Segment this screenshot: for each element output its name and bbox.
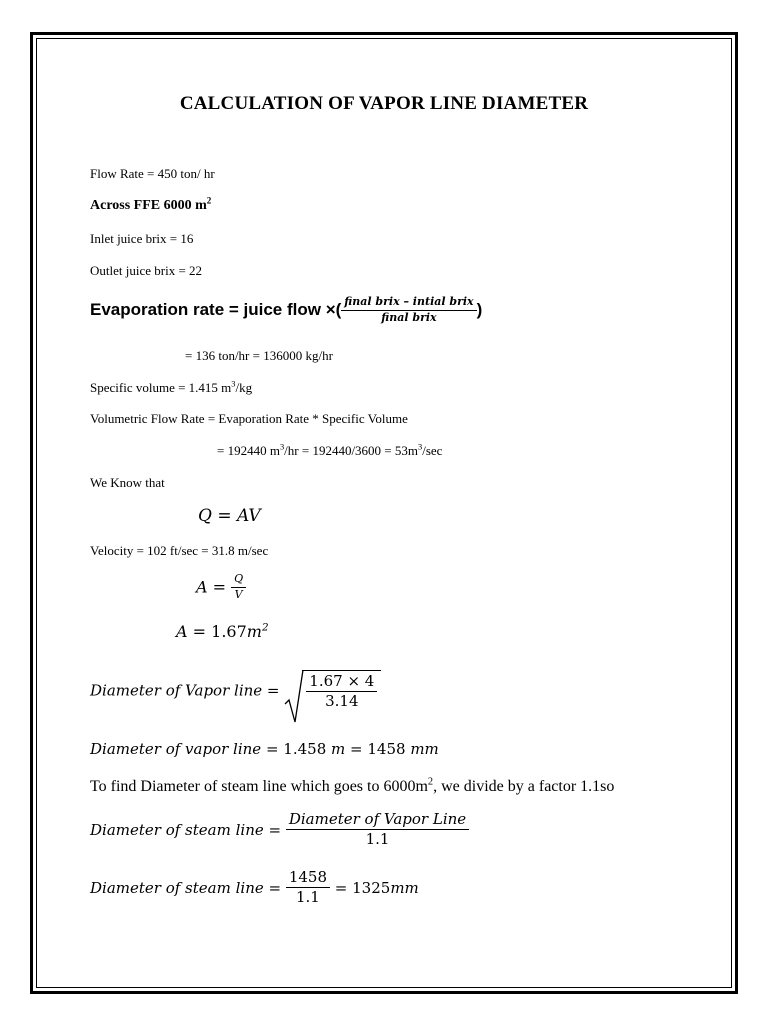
diameter-steam-formula: [90, 811, 469, 849]
diam-steam2-denominator: 1.1: [296, 888, 320, 907]
diameter-vapor-formula: [90, 670, 381, 711]
diameter-steam-result: [90, 869, 419, 907]
velocity-line: Velocity = 102 ft/sec = 31.8 m/sec: [90, 543, 269, 558]
steam-text-part2: , we divide by a factor 1.1so: [433, 778, 615, 795]
diam-vapor-fraction: [306, 673, 377, 711]
diam-steam2-unit: mm: [390, 878, 419, 897]
radical-icon: [284, 668, 304, 724]
diam-steam-denominator: 1.1: [365, 830, 390, 849]
diam-vapor2-unit-mm: mm: [405, 740, 439, 758]
a-eq-numerator: Q: [231, 573, 246, 588]
across-ffe-sup: 2: [206, 195, 212, 206]
steam-text-sup: 2: [427, 776, 434, 788]
a-val-sup: 2: [261, 621, 269, 634]
across-ffe-line: [90, 195, 212, 214]
diam-vapor2-value-m: 1.458: [283, 740, 327, 758]
a-eq-denominator: V: [234, 587, 243, 601]
vol-res-sup1: 3: [279, 441, 285, 452]
evaporation-result: = 136 ton/hr = 136000 kg/hr: [185, 348, 333, 363]
diam-vapor-lhs: Diameter of Vapor line =: [90, 681, 285, 700]
flow-rate-line: Flow Rate = 450 ton/ hr: [90, 166, 215, 181]
across-ffe-text: Across FFE 6000 m: [90, 198, 207, 213]
diam-steam-lhs: Diameter of steam line =: [90, 820, 286, 839]
diam-steam2-numerator: 1458: [286, 869, 330, 888]
vol-res-part3: /sec: [422, 443, 443, 458]
diam-steam2-equals: =: [330, 878, 353, 897]
volumetric-result: [217, 443, 442, 459]
a-equals-q-over-v: [196, 573, 246, 601]
steam-text-part1: To find Diameter of steam line which goes to 6000m: [90, 778, 428, 795]
steam-line-text: [90, 778, 614, 796]
spec-vol-text: Specific volume = 1.415 m: [90, 380, 232, 395]
diam-steam2-lhs: Diameter of steam line =: [90, 878, 286, 897]
diam-steam-fraction: [286, 811, 469, 849]
volumetric-flow-line: Volumetric Flow Rate = Evaporation Rate * Specific Volume: [90, 411, 408, 426]
diam-steam2-value: 1325: [352, 878, 391, 897]
diam-vapor-denominator: 3.14: [325, 692, 359, 711]
diam-vapor2-value-mm: 1458: [367, 740, 406, 758]
a-eq-fraction: [231, 573, 246, 601]
inlet-brix-line: Inlet juice brix = 16: [90, 231, 194, 246]
vol-res-sup2: 3: [418, 441, 423, 452]
diam-vapor-numerator: 1.67 × 4: [306, 673, 377, 692]
vol-res-part2: /hr = 192440/3600 = 53m: [284, 443, 418, 458]
evap-numerator: final brix – intial brix: [341, 296, 476, 311]
evaporation-rate-formula: [90, 296, 482, 324]
diam-steam2-fraction: [286, 869, 330, 907]
diameter-vapor-result: [90, 740, 439, 758]
sqrt-sign: [284, 670, 381, 711]
diam-vapor2-lhs: Diameter of vapor line =: [90, 740, 284, 758]
evap-fraction: [341, 296, 476, 324]
evap-label: Evaporation rate = juice flow ×(: [90, 300, 342, 320]
evap-denominator: final brix: [381, 310, 437, 324]
a-val-unit: m: [246, 622, 262, 641]
diam-vapor2-unit-m: m =: [326, 740, 368, 758]
we-know-line: We Know that: [90, 475, 165, 490]
a-val-lhs: A =: [176, 622, 212, 641]
diam-steam-numerator: Diameter of Vapor Line: [286, 811, 469, 830]
outlet-brix-line: Outlet juice brix = 22: [90, 263, 203, 278]
a-eq-lhs: A =: [196, 577, 232, 597]
specific-volume-line: [90, 380, 252, 396]
spec-vol-sup: 3: [231, 378, 236, 389]
spec-vol-unit: /kg: [235, 380, 253, 395]
a-val-number: 1.67: [211, 622, 247, 641]
evap-close-paren: ): [476, 300, 483, 320]
q-equals-av: Q = AV: [198, 506, 261, 526]
page-title: CALCULATION OF VAPOR LINE DIAMETER: [179, 93, 589, 114]
a-value: [176, 622, 269, 641]
vol-res-part1: = 192440 m: [217, 443, 280, 458]
